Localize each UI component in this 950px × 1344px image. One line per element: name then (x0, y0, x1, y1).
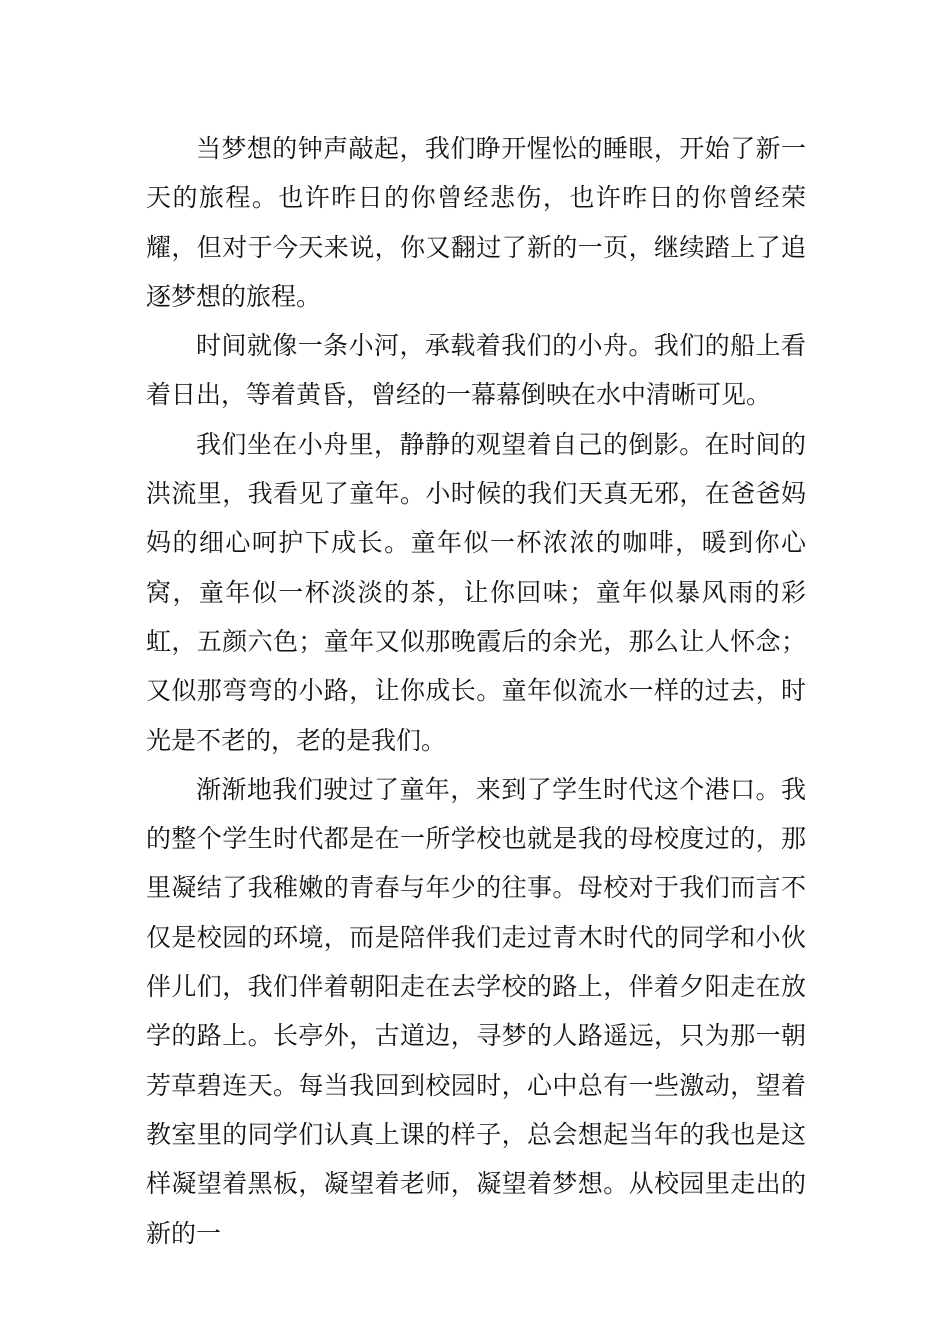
paragraph-4: 渐渐地我们驶过了童年，来到了学生时代这个港口。我的整个学生时代都是在一所学校也就是我的母校度过的，那里凝结了我稚嫩的青春与年少的往事。母校对于我们而言不仅是校园的环境，而是陪伴我们走过青木时代的同学和小伙伴儿们，我们伴着朝阳走在去学校的路上，伴着夕阳走在放学的路上。长亭外，古道边，寻梦的人路遥远，只为那一朝芳草碧连天。每当我回到校园时，心中总有一些激动，望着教室里的同学们认真上课的样子，总会想起当年的我也是这样凝望着黑板，凝望着老师，凝望着梦想。从校园里走出的新的一 (146, 774, 806, 1248)
paragraph-3: 我们坐在小舟里，静静的观望着自己的倒影。在时间的洪流里，我看见了童年。小时候的我们天真无邪，在爸爸妈妈的细心呵护下成长。童年似一杯浓浓的咖啡，暖到你心窝，童年似一杯淡淡的茶，让你回味；童年似暴风雨的彩虹，五颜六色；童年又似那晚霞后的余光，那么让人怀念；又似那弯弯的小路，让你成长。童年似流水一样的过去，时光是不老的，老的是我们。 (146, 429, 806, 755)
document-body (146, 124, 806, 1258)
paragraph-1: 当梦想的钟声敲起，我们睁开惺忪的睡眼，开始了新一天的旅程。也许昨日的你曾经悲伤，也许昨日的你曾经荣耀，但对于今天来说，你又翻过了新的一页，继续踏上了追逐梦想的旅程。 (146, 134, 806, 311)
paragraph-2: 时间就像一条小河，承载着我们的小舟。我们的船上看着日出，等着黄昏，曾经的一幕幕倒映在水中清晰可见。 (146, 331, 806, 410)
